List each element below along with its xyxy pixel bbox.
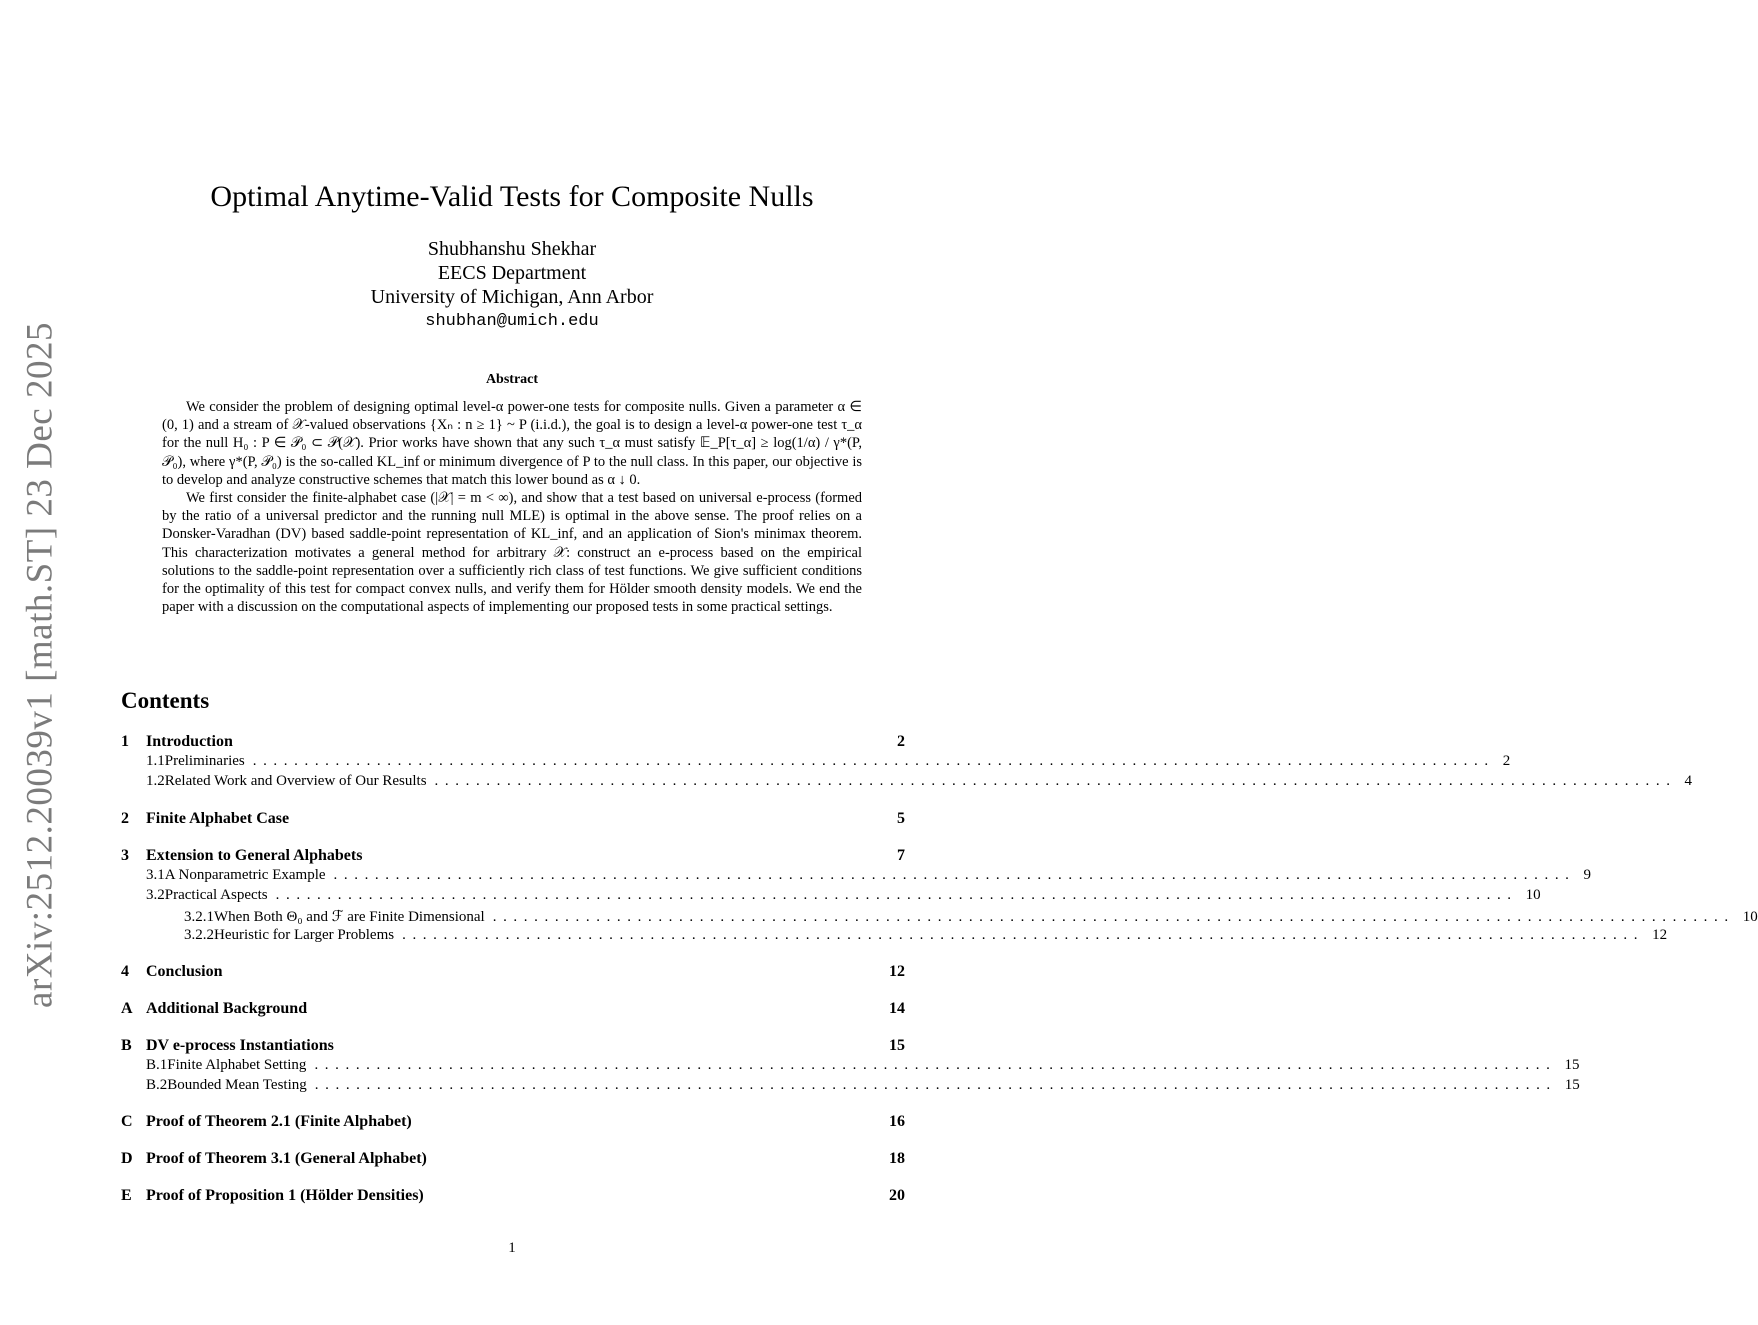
toc-entry[interactable] — [121, 773, 1693, 793]
toc-entry-page: 7 — [897, 847, 905, 864]
toc-entry[interactable] — [121, 1113, 905, 1133]
toc-entry-page: 18 — [889, 1150, 905, 1167]
toc-entry-title: Introduction — [146, 733, 233, 750]
abstract-body — [162, 398, 862, 616]
toc-entry-number: 3.2.1 — [184, 909, 214, 925]
page-number: 1 — [508, 1240, 516, 1256]
toc-entry-title: Finite Alphabet Case — [146, 810, 290, 827]
toc-entry-title: Practical Aspects — [164, 887, 268, 903]
toc-entry[interactable] — [121, 1000, 905, 1020]
toc-entry[interactable] — [121, 810, 905, 830]
toc-entry-page: 15 — [889, 1037, 905, 1054]
toc-entry-title: Proof of Theorem 2.1 (Finite Alphabet) — [146, 1113, 412, 1130]
toc-entry-number: 3.2.2 — [184, 927, 214, 943]
toc-entry-page: 20 — [889, 1187, 905, 1204]
toc-entry-page: 16 — [889, 1113, 905, 1130]
author-email: shubhan@umich.edu — [425, 312, 599, 331]
toc-entry-page: 2 — [897, 733, 905, 750]
toc-entry-page: 15 — [1564, 1077, 1580, 1093]
toc-entry-number: E — [121, 1187, 132, 1204]
toc-entry-page: 4 — [1684, 773, 1693, 789]
author-university: University of Michigan, Ann Arbor — [370, 286, 654, 308]
toc-entry-number: 1.2 — [146, 773, 165, 789]
toc-entry-title: Additional Background — [146, 1000, 308, 1017]
toc-entry-number: 1.1 — [146, 753, 165, 769]
toc-entry[interactable] — [121, 1187, 905, 1207]
toc-entry-title: Preliminaries — [164, 753, 245, 769]
contents-heading: Contents — [121, 688, 210, 713]
paper-title: Optimal Anytime-Valid Tests for Composite Nulls — [210, 180, 814, 213]
toc-entry-title: Proof of Theorem 3.1 (General Alphabet) — [146, 1150, 427, 1167]
author-name: Shubhanshu Shekhar — [427, 238, 597, 260]
toc-leader-dots: ........................................................................................................................ — [252, 753, 1495, 769]
abstract-heading: Abstract — [485, 372, 539, 387]
toc-entry[interactable] — [121, 1077, 1580, 1097]
toc-leader-dots: ........................................................................................................................ — [314, 1057, 1557, 1073]
toc-entry-page: 10 — [1742, 909, 1758, 925]
toc-entry-number: 3.1 — [146, 867, 165, 883]
toc-entry[interactable] — [121, 1037, 905, 1057]
toc-entry-title: Finite Alphabet Setting — [167, 1057, 307, 1073]
toc-entry-number: 1 — [121, 733, 129, 750]
toc-entry-page: 9 — [1583, 867, 1592, 883]
toc-entry-number: A — [121, 1000, 133, 1017]
toc-entry-title: Heuristic for Larger Problems — [214, 927, 395, 943]
toc-entry-page: 5 — [897, 810, 905, 827]
toc-entry[interactable] — [121, 733, 905, 753]
arxiv-identifier: arXiv:2512.20039v1 [math.ST] 23 Dec 2025 — [19, 322, 61, 1008]
toc-entry-page: 15 — [1564, 1057, 1580, 1073]
toc-entry[interactable] — [121, 1150, 905, 1170]
abstract-paragraph-1: We consider the problem of designing optimal level-α power-one tests for composite nulls. Given a parameter α ∈ (0, 1) and a stream of 𝒳-valued observations {Xₙ : n ≥ 1} ~ P (i.i.d.), the goal is to design a level-α power-one test τ_α for the null H₀ : P ∈ 𝒫₀ ⊂ 𝒫(𝒳). Prior works have shown that any such τ_α must satisfy 𝔼_P[τ_α] ≥ log(1/α) / γ*(P, 𝒫₀), where γ*(P, 𝒫₀) is the so-called KL_inf or minimum divergence of P to the null class. In this paper, our objective is to develop and analyze constructive schemes that match this lower bound as α ↓ 0. — [162, 399, 862, 488]
toc-entry-number: D — [121, 1150, 133, 1167]
toc-entry[interactable] — [121, 887, 1541, 907]
toc-entry-number: 4 — [121, 963, 129, 980]
toc-entry-number: 3.2 — [146, 887, 165, 903]
toc-entry[interactable] — [121, 847, 905, 867]
abstract-paragraph-2: We first consider the finite-alphabet case (|𝒳| = m < ∞), and show that a test based on universal e-process (formed by the ratio of a universal predictor and the running null MLE) is optimal in the above sense. The proof relies on a Donsker-Varadhan (DV) based saddle-point representation of KL_inf, and an application of Sion's minimax theorem. This characterization motivates a general method for arbitrary 𝒳: construct an e-process based on the empirical solutions to the saddle-point representation over a sufficiently rich class of test functions. We give sufficient conditions for the optimality of this test for compact convex nulls, and verify them for Hölder smooth density models. We end the paper with a discussion on the computational aspects of implementing our proposed tests in some practical settings. — [162, 490, 862, 616]
toc-entry-page: 10 — [1525, 887, 1541, 903]
toc-entry-title: DV e-process Instantiations — [146, 1037, 334, 1054]
toc-leader-dots: ........................................................................................................................ — [275, 887, 1518, 903]
toc-leader-dots: ........................................................................................................................ — [434, 773, 1677, 789]
toc-entry-title: Bounded Mean Testing — [167, 1077, 307, 1093]
toc-entry-number: B — [121, 1037, 132, 1054]
author-department: EECS Department — [437, 262, 587, 284]
toc-entry-page: 12 — [1652, 927, 1668, 943]
toc-entry[interactable] — [121, 963, 905, 983]
toc-entry-title: Conclusion — [146, 963, 223, 980]
toc-entry-title: When Both Θ₀ and ℱ are Finite Dimensional — [214, 909, 485, 925]
toc-entry-number: 2 — [121, 810, 129, 827]
toc-entry-title: A Nonparametric Example — [164, 867, 326, 883]
toc-entry[interactable] — [121, 867, 1592, 887]
toc-entry-page: 2 — [1502, 753, 1511, 769]
toc-entry-title: Related Work and Overview of Our Results — [164, 773, 427, 789]
toc-entry[interactable] — [121, 927, 1668, 947]
toc-entry-title: Extension to General Alphabets — [146, 847, 363, 864]
toc-entry[interactable] — [121, 907, 1758, 927]
toc-entry-title: Proof of Proposition 1 (Hölder Densities) — [146, 1187, 424, 1204]
toc-entry-page: 14 — [889, 1000, 905, 1017]
toc-leader-dots: ........................................................................................................................ — [492, 909, 1735, 925]
toc-entry-number: B.1 — [146, 1057, 168, 1073]
toc-entry-number: B.2 — [146, 1077, 168, 1093]
toc-entry-number: C — [121, 1113, 133, 1130]
toc-leader-dots: ........................................................................................................................ — [402, 927, 1645, 943]
toc-entry-number: 3 — [121, 847, 129, 864]
toc-entry-page: 12 — [889, 963, 905, 980]
toc-leader-dots: ........................................................................................................................ — [314, 1077, 1557, 1093]
toc-leader-dots: ........................................................................................................................ — [333, 867, 1576, 883]
toc-entry[interactable] — [121, 1057, 1580, 1077]
toc-entry[interactable] — [121, 753, 1511, 773]
